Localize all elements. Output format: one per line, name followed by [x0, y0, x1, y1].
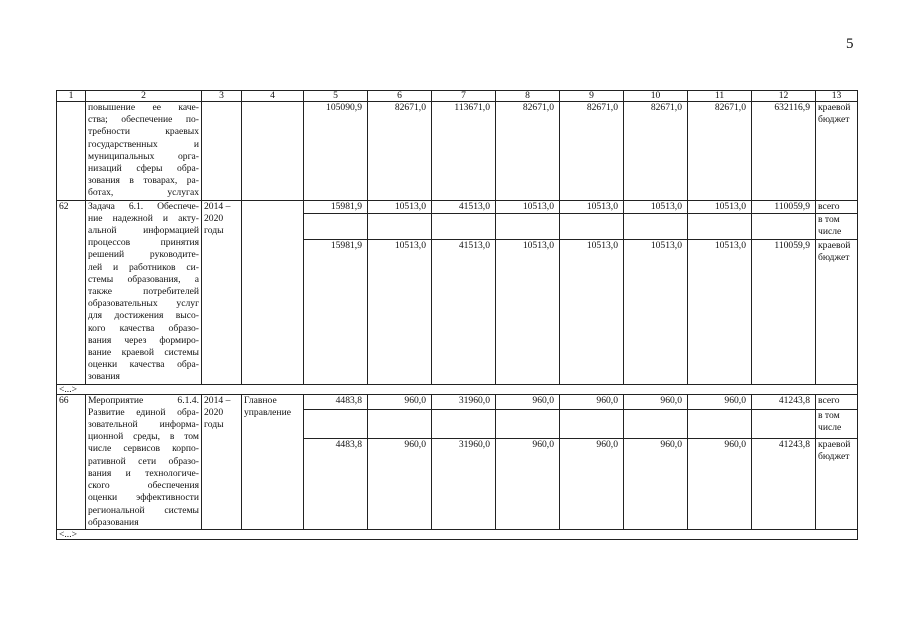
text-line: ративной сети образо-	[88, 455, 199, 467]
period	[202, 394, 242, 529]
header-cell-2: 2	[86, 91, 202, 102]
empty-cell	[560, 409, 624, 438]
empty-cell	[752, 409, 816, 438]
period	[202, 102, 242, 201]
text-line: муниципальных орга-	[88, 150, 199, 162]
regional-amount-cell: 960,0	[688, 438, 752, 529]
amount-cell: 113671,0	[432, 102, 496, 201]
period	[202, 200, 242, 384]
total-amount-cell: 960,0	[560, 394, 624, 409]
total-amount-cell: 15981,9	[304, 200, 368, 213]
regional-amount-cell: 10513,0	[368, 239, 432, 384]
regional-amount-cell: 960,0	[624, 438, 688, 529]
ellipsis-row	[57, 529, 858, 539]
total-amount-cell: 10513,0	[624, 200, 688, 213]
executor	[242, 200, 304, 384]
header-cell-5: 5	[304, 91, 368, 102]
text-line: процессов принятия	[88, 237, 199, 249]
text-line: низаций сферы обра-	[88, 163, 199, 175]
executor: Главное управление	[242, 394, 304, 529]
text-line: требности краевых	[88, 126, 199, 138]
text-line: Развитие единой обра-	[88, 406, 199, 418]
empty-cell	[560, 213, 624, 239]
regional-amount-cell: 41243,8	[752, 438, 816, 529]
total-amount-cell: 110059,9	[752, 200, 816, 213]
empty-cell	[304, 409, 368, 438]
header-cell-9: 9	[560, 91, 624, 102]
empty-cell	[432, 409, 496, 438]
text-line: ского обеспечения	[88, 480, 199, 492]
text-line: кого качества образо-	[88, 322, 199, 334]
regional-amount-cell: 110059,9	[752, 239, 816, 384]
header-cell-10: 10	[624, 91, 688, 102]
text-line: числе сервисов корпо-	[88, 443, 199, 455]
regional-amount-cell: 960,0	[560, 438, 624, 529]
ellipsis: <...>	[57, 529, 858, 539]
regional-amount-cell: 10513,0	[688, 239, 752, 384]
text-line: зования	[88, 371, 120, 383]
regional-amount-cell: 31960,0	[432, 438, 496, 529]
text-line: Задача 6.1. Обеспече-	[88, 200, 199, 212]
regional-amount-cell: 10513,0	[496, 239, 560, 384]
amount-cell: 82671,0	[624, 102, 688, 201]
table-row	[57, 102, 858, 201]
empty-cell	[496, 409, 560, 438]
total-amount-cell: 41243,8	[752, 394, 816, 409]
regional-amount-cell: 960,0	[368, 438, 432, 529]
header-cell-3: 3	[202, 91, 242, 102]
total-amount-cell: 4483,8	[304, 394, 368, 409]
text-line: годы	[204, 225, 224, 237]
text-line: вания через формиро-	[88, 334, 199, 346]
funding-source-regional: краевой бюджет	[816, 438, 858, 529]
empty-cell	[624, 213, 688, 239]
total-amount-cell: 10513,0	[496, 200, 560, 213]
empty-cell	[432, 213, 496, 239]
text-line: 2020	[204, 406, 224, 418]
total-amount-cell: 10513,0	[688, 200, 752, 213]
text-line: 2020	[204, 212, 224, 224]
measure-name	[86, 102, 202, 201]
regional-amount-cell: 960,0	[496, 438, 560, 529]
regional-amount-cell: 15981,9	[304, 239, 368, 384]
text-line: оценки качества обра-	[88, 359, 199, 371]
text-line: государственных и	[88, 138, 199, 150]
amount-cell: 82671,0	[688, 102, 752, 201]
ellipsis-row	[57, 384, 858, 394]
empty-cell	[368, 409, 432, 438]
header-cell-11: 11	[688, 91, 752, 102]
header-cell-7: 7	[432, 91, 496, 102]
row-number	[57, 102, 86, 201]
executor	[242, 102, 304, 201]
text-line: 2014 –	[204, 394, 231, 406]
header-cell-13: 13	[816, 91, 858, 102]
empty-cell	[688, 213, 752, 239]
header-cell-6: 6	[368, 91, 432, 102]
text-line: оценки эффективности	[88, 492, 199, 504]
text-line: Мероприятие 6.1.4.	[88, 394, 199, 406]
measure-name	[86, 394, 202, 529]
text-line: образовательных услуг	[88, 298, 199, 310]
funding-source-including: в том числе	[816, 213, 858, 239]
text-line: решений руководите-	[88, 249, 199, 261]
empty-cell	[368, 213, 432, 239]
empty-cell	[752, 213, 816, 239]
text-line: ние надежной и акту-	[88, 212, 199, 224]
amount-cell: 82671,0	[560, 102, 624, 201]
total-amount-cell: 960,0	[688, 394, 752, 409]
text-line: для достижения высо-	[88, 310, 199, 322]
total-amount-cell: 960,0	[624, 394, 688, 409]
text-line: лей и работников си-	[88, 261, 199, 273]
measure-name	[86, 200, 202, 384]
amount-cell: 82671,0	[496, 102, 560, 201]
text-line: вания и технологиче-	[88, 467, 199, 479]
text-line: повышение ее каче-	[88, 102, 199, 113]
funding-source-including: в том числе	[816, 409, 858, 438]
amount-cell: 82671,0	[368, 102, 432, 201]
text-line: ботах, услугах	[88, 187, 199, 199]
header-row	[57, 91, 858, 102]
text-line: альной информацией	[88, 225, 199, 237]
row-number: 66	[57, 394, 86, 529]
total-amount-cell: 960,0	[496, 394, 560, 409]
empty-cell	[496, 213, 560, 239]
header-cell-8: 8	[496, 91, 560, 102]
text-line: стемы образования, а	[88, 273, 199, 285]
funding-source-regional: краевой бюджет	[816, 239, 858, 384]
funding-source-total: всего	[816, 200, 858, 213]
text-line: ства; обеспечение по-	[88, 114, 199, 126]
table-row	[57, 200, 858, 213]
regional-amount-cell: 10513,0	[624, 239, 688, 384]
ellipsis: <...>	[57, 384, 858, 394]
text-line: годы	[204, 419, 224, 431]
header-cell-4: 4	[242, 91, 304, 102]
text-line: зования в товарах, ра-	[88, 175, 199, 187]
text-line: также потребителей	[88, 286, 199, 298]
amount-cell: 632116,9	[752, 102, 816, 201]
total-amount-cell: 31960,0	[432, 394, 496, 409]
text-line: региональной системы	[88, 504, 199, 516]
text-line: зовательной информа-	[88, 419, 199, 431]
header-cell-1: 1	[57, 91, 86, 102]
total-amount-cell: 10513,0	[560, 200, 624, 213]
empty-cell	[688, 409, 752, 438]
regional-amount-cell: 10513,0	[560, 239, 624, 384]
total-amount-cell: 10513,0	[368, 200, 432, 213]
funding-source-total: всего	[816, 394, 858, 409]
text-line: 2014 –	[204, 200, 231, 212]
text-line: ционной среды, в том	[88, 431, 199, 443]
total-amount-cell: 960,0	[368, 394, 432, 409]
empty-cell	[624, 409, 688, 438]
text-line: вание краевой системы	[88, 347, 199, 359]
regional-amount-cell: 4483,8	[304, 438, 368, 529]
regional-amount-cell: 41513,0	[432, 239, 496, 384]
table-row	[57, 394, 858, 409]
header-cell-12: 12	[752, 91, 816, 102]
funding-source: краевой бюджет	[816, 102, 858, 201]
budget-table	[56, 90, 858, 540]
amount-cell: 105090,9	[304, 102, 368, 201]
page-number: 5	[846, 36, 854, 52]
row-number: 62	[57, 200, 86, 384]
total-amount-cell: 41513,0	[432, 200, 496, 213]
text-line: образования	[88, 516, 139, 528]
empty-cell	[304, 213, 368, 239]
